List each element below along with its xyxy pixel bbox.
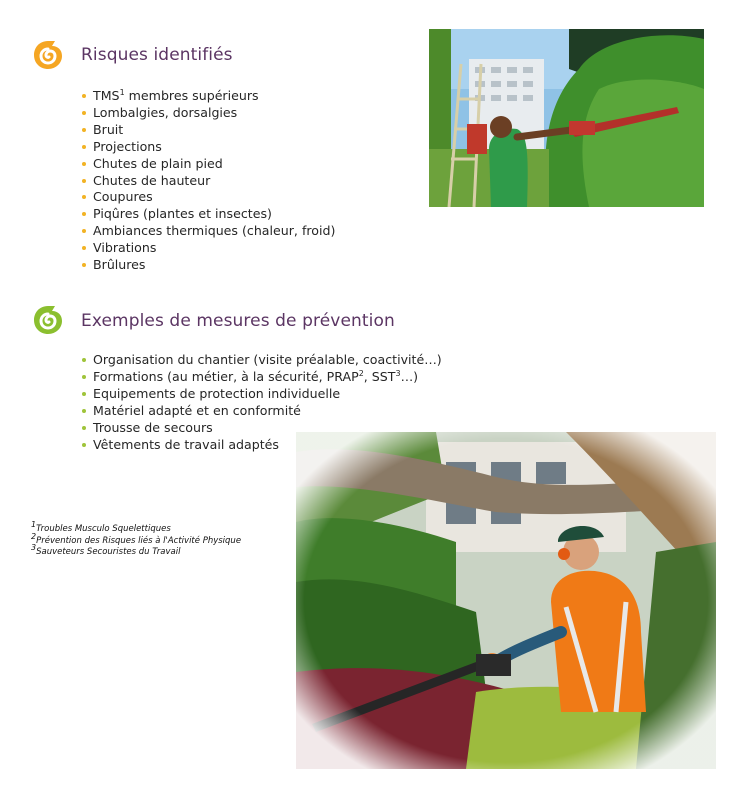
list-item: Vêtements de travail adaptés [81, 437, 442, 454]
footnotes [31, 520, 242, 559]
footnote: $^2$Prévention des Risques liés à l'Activité Physique [31, 531, 242, 546]
section-title-risks: Risques identifiés [81, 45, 233, 65]
list-item: Projections [81, 139, 335, 156]
section-title-prevention: Exemples de mesures de prévention [81, 311, 395, 331]
list-item: Brûlures [81, 257, 335, 274]
hedge-trimming-photo [429, 29, 704, 207]
list-item: Ambiances thermiques (chaleur, froid) [81, 223, 335, 240]
list-item: Vibrations [81, 240, 335, 257]
list-item: TMS$^1$ membres supérieurs [81, 88, 335, 105]
list-item: Bruit [81, 122, 335, 139]
list-item: Equipements de protection individuelle [81, 386, 442, 403]
list-item: Formations (au métier, à la sécurité, PRAP$^2$, SST$^3$…) [81, 369, 442, 386]
list-item: Piqûres (plantes et insectes) [81, 206, 335, 223]
list-item: Coupures [81, 189, 335, 206]
list-item: Trousse de secours [81, 420, 442, 437]
gardener-hedge-trimmer-photo [296, 432, 716, 769]
footnote: $^1$Troubles Musculo Squelettiques [31, 520, 171, 534]
list-item: Matériel adapté et en conformité [81, 403, 442, 420]
list-item: Chutes de hauteur [81, 173, 335, 190]
orange-swirl-logo [31, 38, 65, 72]
list-item: Organisation du chantier (visite préalable, coactivité…) [81, 352, 442, 369]
green-swirl-logo [31, 303, 65, 337]
list-item: Chutes de plain pied [81, 156, 335, 173]
list-item: Lombalgies, dorsalgies [81, 105, 335, 122]
footnote: $^3$Sauveteurs Secouristes du Travail [31, 543, 181, 557]
risk-list [81, 88, 335, 274]
